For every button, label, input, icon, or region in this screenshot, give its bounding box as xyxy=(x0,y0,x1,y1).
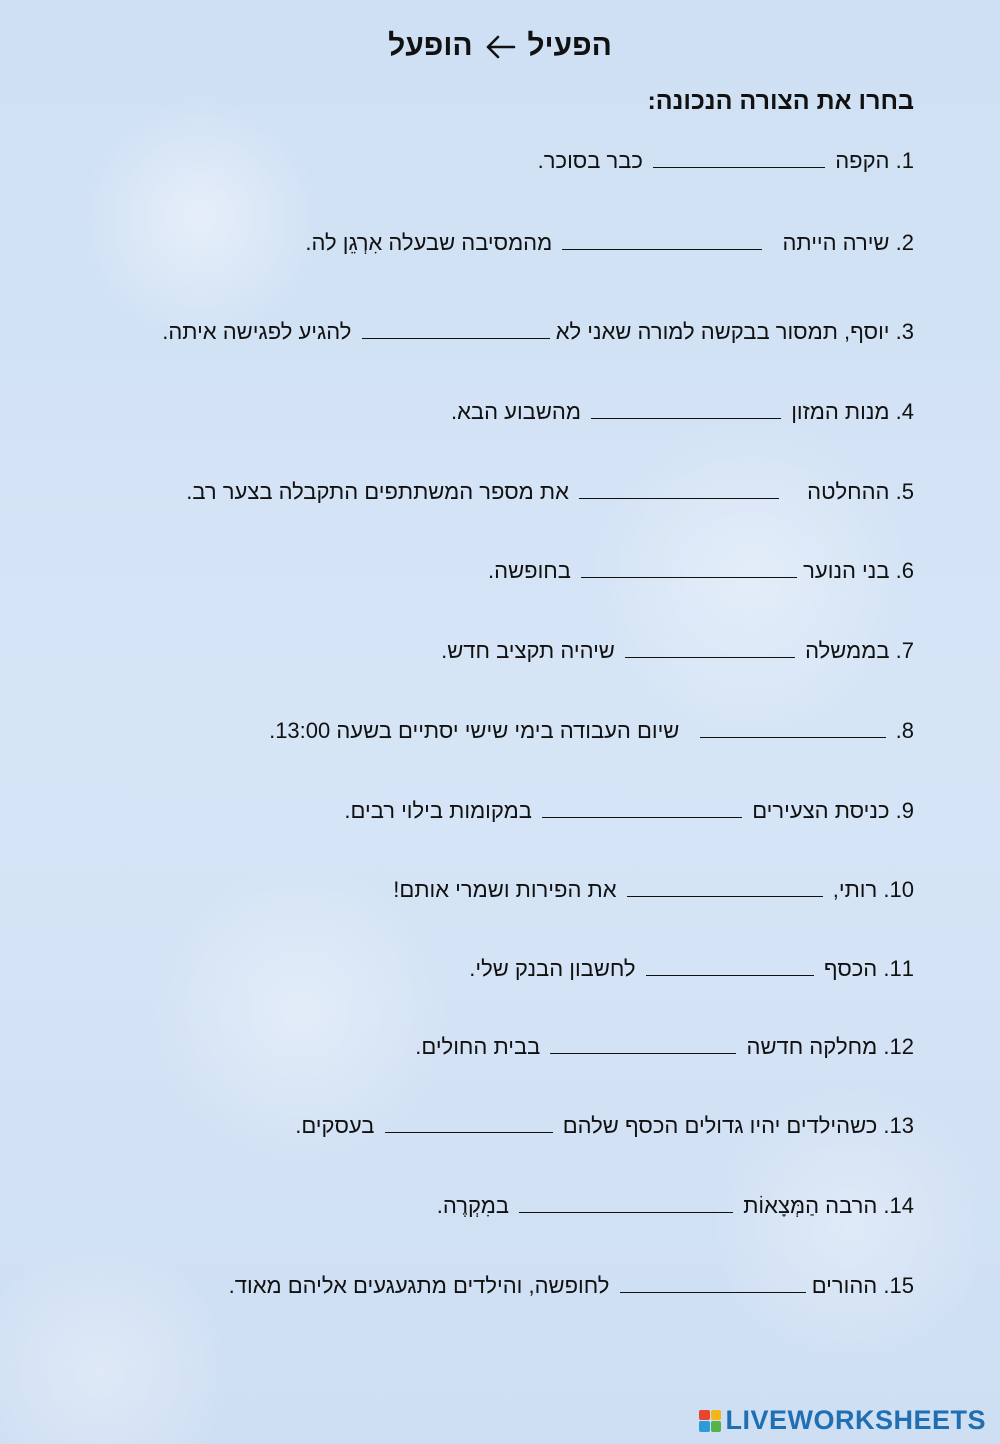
question-text-before: ההורים xyxy=(811,1273,878,1298)
question-text-after: להגיע לפגישה איתה. xyxy=(162,319,352,344)
question-text-after: מהשבוע הבא. xyxy=(451,399,581,424)
page-title xyxy=(0,26,1000,66)
question-11 xyxy=(469,954,914,984)
question-2 xyxy=(305,228,914,258)
question-number: 13. xyxy=(883,1113,914,1138)
question-text-after: במקומות בילוי רבים. xyxy=(344,798,532,823)
question-text-before: יוסף, תמסור בבקשה למורה שאני לא xyxy=(555,319,890,344)
question-9 xyxy=(344,796,914,826)
question-text-after: שיהיה תקציב חדש. xyxy=(441,638,615,663)
question-5 xyxy=(186,477,914,507)
answer-blank-1[interactable] xyxy=(653,147,825,168)
question-1 xyxy=(538,146,914,176)
question-text-after: בבית החולים. xyxy=(415,1034,541,1059)
question-13 xyxy=(295,1111,914,1141)
question-number: 2. xyxy=(895,230,914,255)
answer-blank-4[interactable] xyxy=(591,398,781,419)
question-text-before: הרבה הַמְּצָאוֹת xyxy=(743,1193,878,1218)
answer-blank-10[interactable] xyxy=(627,876,823,897)
answer-blank-7[interactable] xyxy=(625,637,795,658)
answer-blank-15[interactable] xyxy=(620,1272,806,1293)
question-15 xyxy=(229,1271,914,1301)
question-text-after: כבר בסוכר. xyxy=(537,148,643,173)
answer-blank-9[interactable] xyxy=(542,797,742,818)
question-14 xyxy=(437,1191,914,1221)
question-text-before: רותי, xyxy=(832,877,878,902)
answer-blank-5[interactable] xyxy=(579,478,779,499)
question-text-after: לחופשה, והילדים מתגעגעים אליהם מאוד. xyxy=(228,1273,610,1298)
answer-blank-8[interactable] xyxy=(700,717,886,738)
question-8 xyxy=(269,716,914,746)
question-text-after: בחופשה. xyxy=(488,558,571,583)
question-number: 8. xyxy=(895,718,914,743)
question-number: 14. xyxy=(883,1193,914,1218)
question-text-before: ההחלטה xyxy=(807,479,890,504)
question-number: 6. xyxy=(895,558,914,583)
liveworksheets-logo-icon xyxy=(699,1410,721,1432)
question-12 xyxy=(415,1032,914,1062)
question-number: 3. xyxy=(895,319,914,344)
question-6 xyxy=(488,556,914,586)
question-number: 11. xyxy=(883,956,914,981)
question-text-after: את הפירות ושמרי אותם! xyxy=(393,877,617,902)
question-text-before: בני הנוער xyxy=(803,558,890,583)
question-text-before: מנות המזון xyxy=(791,399,890,424)
instruction-text: בחרו את הצורה הנכונה: xyxy=(647,87,914,115)
liveworksheets-logo[interactable] xyxy=(699,1405,986,1436)
question-10 xyxy=(393,875,914,905)
question-number: 4. xyxy=(895,399,914,424)
question-text-before: הקפה xyxy=(835,148,890,173)
answer-blank-3[interactable] xyxy=(362,318,550,339)
answer-blank-2[interactable] xyxy=(562,229,762,250)
answer-blank-14[interactable] xyxy=(519,1192,733,1213)
question-3 xyxy=(162,317,914,347)
question-number: 1. xyxy=(895,148,914,173)
logo-text: LIVEWORKSHEETS xyxy=(725,1405,986,1435)
question-text-before: כניסת הצעירים xyxy=(752,798,890,823)
question-number: 10. xyxy=(883,877,914,902)
title-part-1: הפעיל xyxy=(527,29,612,62)
question-number: 7. xyxy=(895,638,914,663)
answer-blank-11[interactable] xyxy=(646,955,814,976)
question-number: 5. xyxy=(895,479,914,504)
arrow-left-icon xyxy=(483,33,517,61)
question-text-after: את מספר המשתתפים התקבלה בצער רב. xyxy=(186,479,569,504)
question-text-after: לחשבון הבנק שלי. xyxy=(469,956,636,981)
title-part-2: הופעל xyxy=(388,29,473,62)
question-text-after: שיום העבודה בימי שישי יסתיים בשעה 13:00. xyxy=(269,718,680,743)
question-number: 9. xyxy=(895,798,914,823)
question-text-after: במִקְרֶה. xyxy=(436,1193,509,1218)
question-text-before: הכסף xyxy=(823,956,878,981)
question-text-before: מחלקה חדשה xyxy=(746,1034,878,1059)
question-text-before: כשהילדים יהיו גדולים הכסף שלהם xyxy=(562,1113,878,1138)
question-text-after: מהמסיבה שבעלה אִרְגֵן לה. xyxy=(305,230,553,255)
question-number: 15. xyxy=(883,1273,914,1298)
question-text-before: שירה הייתה xyxy=(782,230,890,255)
question-7 xyxy=(441,636,914,666)
question-text-after: בעסקים. xyxy=(295,1113,375,1138)
question-4 xyxy=(451,397,914,427)
answer-blank-13[interactable] xyxy=(385,1112,553,1133)
answer-blank-6[interactable] xyxy=(581,557,797,578)
answer-blank-12[interactable] xyxy=(550,1033,736,1054)
question-text-before: בממשלה xyxy=(805,638,890,663)
question-number: 12. xyxy=(883,1034,914,1059)
